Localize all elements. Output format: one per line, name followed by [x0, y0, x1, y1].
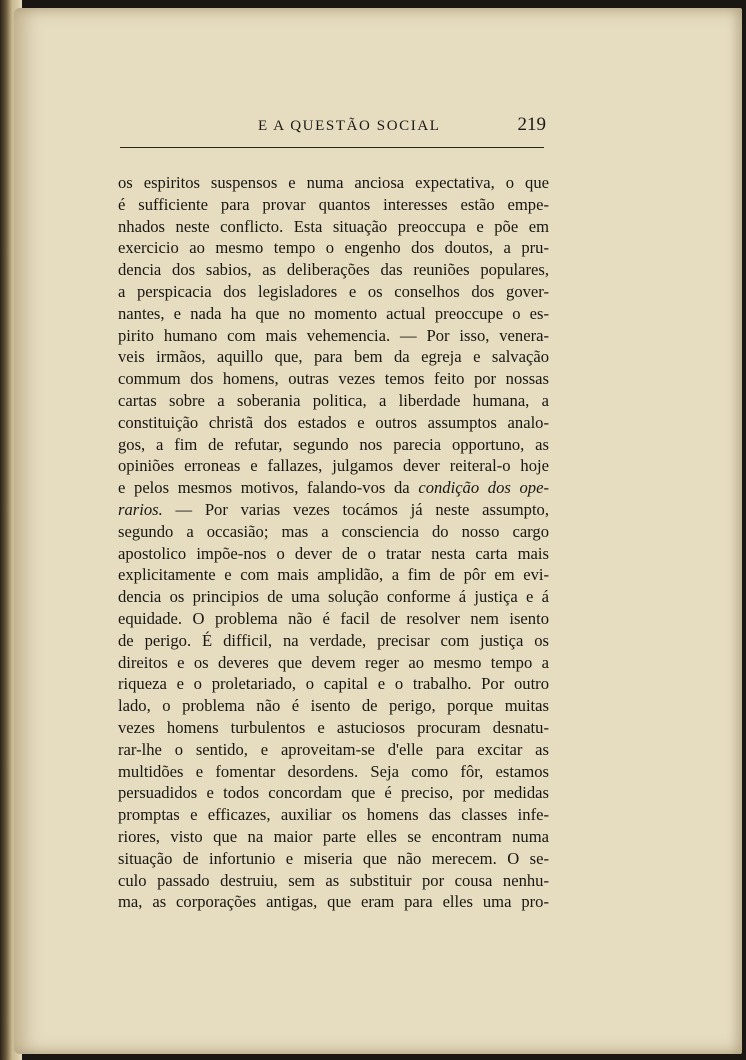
running-header-title: E A QUESTÃO SOCIAL [258, 118, 441, 134]
text-line: segundo a occasião; mas a consciencia do nosso cargo [118, 521, 549, 541]
text-line: equidade. O problema não é facil de resolver nem isento [118, 608, 549, 628]
text-line: exercicio ao mesmo tempo o engenho dos doutos, a pru- [118, 238, 549, 258]
italic-segment: condição dos ope- [418, 478, 549, 498]
text-line: a perspicacia dos legisladores e os conselhos dos gover- [118, 281, 549, 301]
text-line: commum dos homens, outras vezes temos feito por nossas [118, 369, 549, 389]
text-line: apostolico impõe-nos o dever de o tratar nesta carta mais [118, 543, 549, 563]
text-line: cartas sobre a soberania politica, a liberdade humana, a [118, 390, 549, 410]
text-line: ma, as corporações antigas, que eram para elles uma pro- [118, 892, 549, 912]
text-line: opiniões erroneas e fallazes, julgamos dever reiteral-o hoje [118, 456, 549, 476]
text-line: dencia dos sabios, as deliberações das reuniões populares, [118, 260, 549, 280]
text-line: é sufficiente para provar quantos interesses estão empe- [118, 194, 549, 214]
text-segment: e pelos mesmos motivos, falando-vos da [118, 478, 419, 498]
text-line: explicitamente e com mais amplidão, a fim de pôr em evi- [118, 565, 549, 585]
text-line: lado, o problema não é isento de perigo, porque muitas [118, 696, 549, 716]
text-line: nantes, e nada ha que no momento actual preoccupe o es- [118, 303, 549, 323]
text-line: direitos e os deveres que devem reger ao mesmo tempo a [118, 652, 549, 672]
text-line: dencia os principios de uma solução conforme á justiça e á [118, 587, 549, 607]
italic-segment: rarios. [118, 499, 163, 519]
text-line: culo passado destruiu, sem as substituir por cousa nenhu- [118, 870, 549, 890]
text-line: multidões e fomentar desordens. Seja como fôr, estamos [118, 761, 549, 781]
text-line: de perigo. É difficil, na verdade, precisar com justiça os [118, 630, 549, 650]
text-line: situação de infortunio e miseria que não merecem. O se- [118, 848, 549, 868]
text-line-with-italic [118, 499, 549, 521]
text-line: nhados neste conflicto. Esta situação preoccupa e põe em [118, 216, 549, 236]
body-text [118, 172, 549, 913]
text-line: promptas e efficazes, auxiliar os homens das classes infe- [118, 805, 549, 825]
text-line: riqueza e o proletariado, o capital e o trabalho. Por outro [118, 674, 549, 694]
text-line-with-italic [118, 477, 549, 499]
text-line: veis irmãos, aquillo que, para bem da egreja e salvação [118, 347, 549, 367]
text-line: vezes homens turbulentos e astuciosos procuram desnatu- [118, 717, 549, 737]
text-line: rar-lhe o sentido, e aproveitam-se d'elle para excitar as [118, 739, 549, 759]
page-number: 219 [517, 114, 546, 135]
text-line: riores, visto que na maior parte elles se encontram numa [118, 826, 549, 846]
text-line: constituição christã dos estados e outros assumptos analo- [118, 412, 549, 432]
text-line: os espiritos suspensos e numa anciosa expectativa, o que [118, 173, 549, 192]
text-line: persuadidos e todos concordam que é preciso, por medidas [118, 783, 549, 803]
text-line: gos, a fim de refutar, segundo nos parecia opportuno, as [118, 434, 549, 454]
header-rule [120, 147, 544, 148]
text-line: pirito humano com mais vehemencia. — Por isso, venera- [118, 325, 549, 345]
running-header [240, 112, 546, 142]
text-segment: — Por varias vezes tocámos já neste assumpto, [162, 499, 549, 519]
